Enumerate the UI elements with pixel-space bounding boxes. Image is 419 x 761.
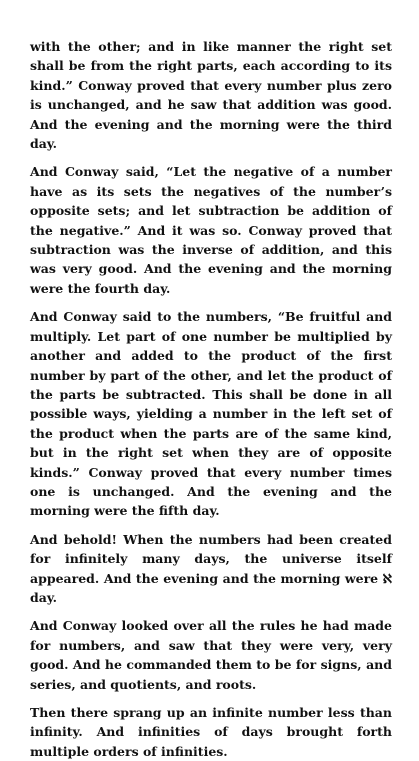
document-page (30, 37, 392, 761)
paragraph-aleph-day: And behold! When the numbers had been created for infinitely many days, the universe itself appeared. And the evening and the morning were ℵ day. (30, 531, 392, 605)
paragraph-rules: And Conway looked over all the rules he had made for numbers, and saw that they were very, very good. And he commanded them to be for signs, and series, and quotients, and roots. (30, 618, 392, 692)
paragraph-fourth-day: And Conway said, “Let the negative of a number have as its sets the negatives of the number’s opposite sets; and let subtraction be addition of the negative.” And it was so. Conway proved that subtraction was the inverse of addition, and this was very good. And the evening and the morning were the fourth day. (30, 164, 392, 296)
paragraph-fifth-day: And Conway said to the numbers, “Be fruitful and multiply. Let part of one number be multiplied by another and added to the product of the first number by part of the other, and let the product of the parts be subtracted. This shall be done in all possible ways, yielding a number in the left set of the product when the parts are of the same kind, but in the right set when they are of opposite kinds.” Conway proved that every number times one is unchanged. And the evening and the morning were the fifth day. (30, 309, 392, 519)
paragraph-infinities: Then there sprang up an infinite number less than infinity. And infinities of days brought forth multiple orders of infinities. (30, 705, 392, 759)
paragraph-third-day: with the other; and in like manner the right set shall be from the right parts, each according to its kind.” Conway proved that every number plus zero is unchanged, and he saw that addition was good. And the evening and the morning were the third day. (30, 39, 392, 152)
